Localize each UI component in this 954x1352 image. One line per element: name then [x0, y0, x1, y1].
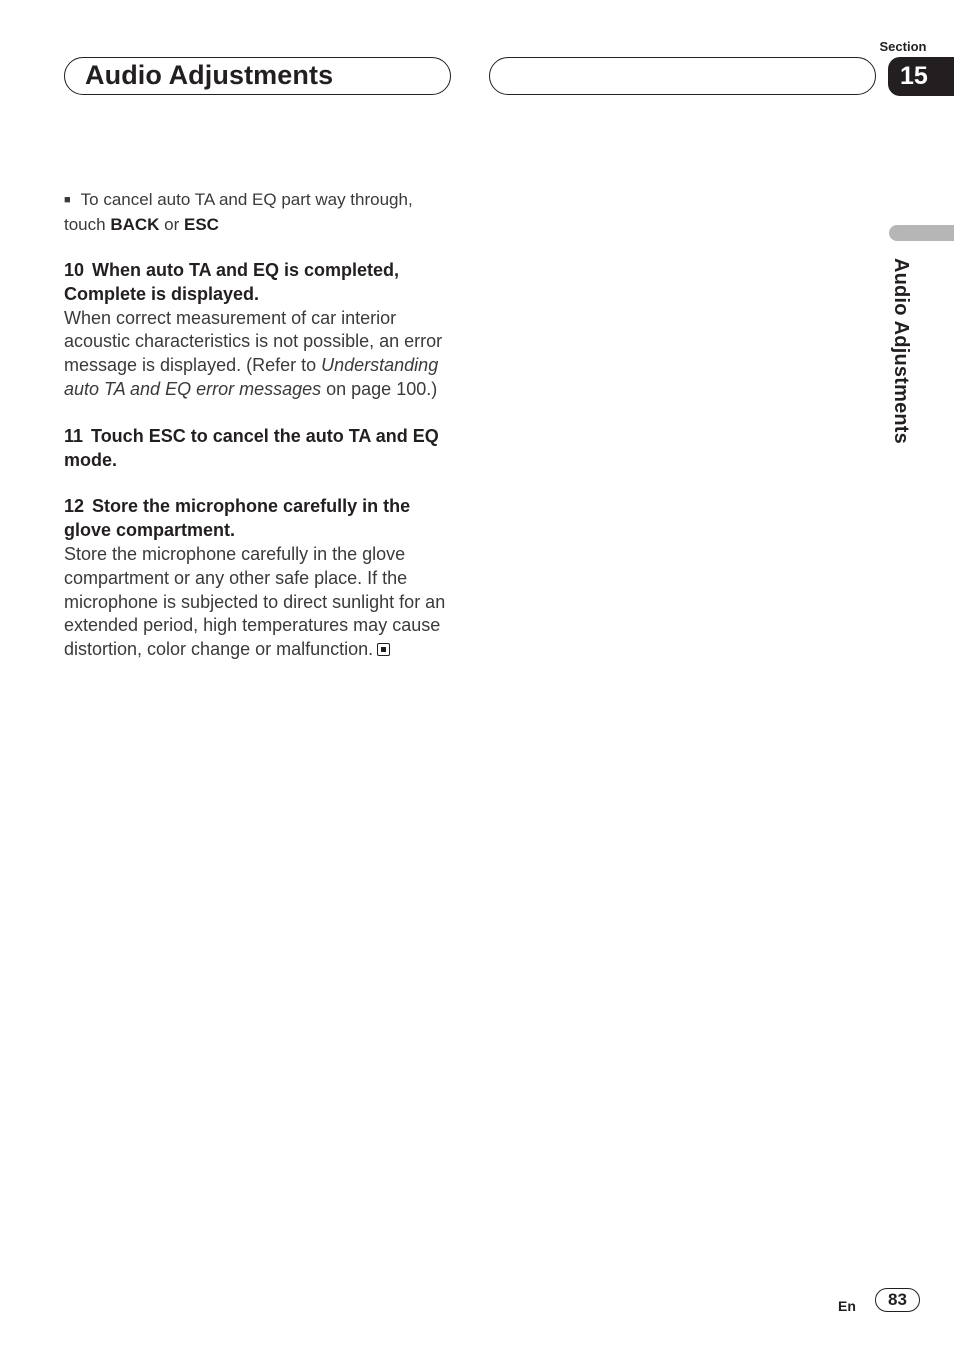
step-body-text: Store the microphone carefully in the glove compartment or any other safe place. If the microphone is subjected to direct sunlight for an extended period, high temperatures may cause distortion, color change or malfunction.	[64, 543, 446, 660]
end-of-section-icon	[377, 643, 390, 656]
header-blank-box	[489, 57, 876, 95]
reference-title: Understanding auto TA and EQ error messages	[64, 355, 439, 399]
step-heading-11	[64, 425, 454, 473]
page-title: Audio Adjustments	[85, 60, 334, 90]
side-tab-label: Audio Adjustments	[890, 258, 912, 444]
step-body-12	[64, 543, 454, 662]
step-heading-text: Store the microphone carefully in the glove compartment.	[64, 496, 411, 541]
section-number-badge: 15	[888, 57, 954, 96]
step-body-10	[64, 307, 454, 402]
step-number: 11	[64, 425, 84, 446]
step-heading-text: When auto TA and EQ is completed, Complete is displayed.	[64, 260, 400, 304]
header-title-box	[64, 57, 451, 95]
step-heading-text: Touch ESC to cancel the auto TA and EQ mode.	[64, 425, 439, 470]
step-number: 10	[64, 260, 85, 280]
note-text-or: or	[159, 214, 184, 234]
square-bullet-icon: ■	[64, 194, 71, 206]
step-body-text: When correct measurement of car interior acoustic characteristics is not possible, an error message is displayed. (Refer to	[64, 307, 443, 376]
step-number: 12	[64, 496, 85, 517]
esc-key-label: ESC	[183, 214, 219, 234]
note-text-before: To cancel auto TA and EQ part way through, touch	[64, 190, 413, 234]
main-content	[64, 188, 454, 662]
step-body-text: on page 100.)	[321, 378, 438, 399]
cancel-note	[64, 188, 454, 236]
section-label: Section	[879, 39, 927, 54]
step-heading-10	[64, 259, 454, 307]
language-label: En	[838, 1298, 856, 1314]
step-heading-12	[64, 495, 454, 543]
back-key-label: BACK	[110, 214, 160, 234]
side-tab-marker	[889, 225, 954, 241]
page-number: 83	[875, 1288, 920, 1312]
